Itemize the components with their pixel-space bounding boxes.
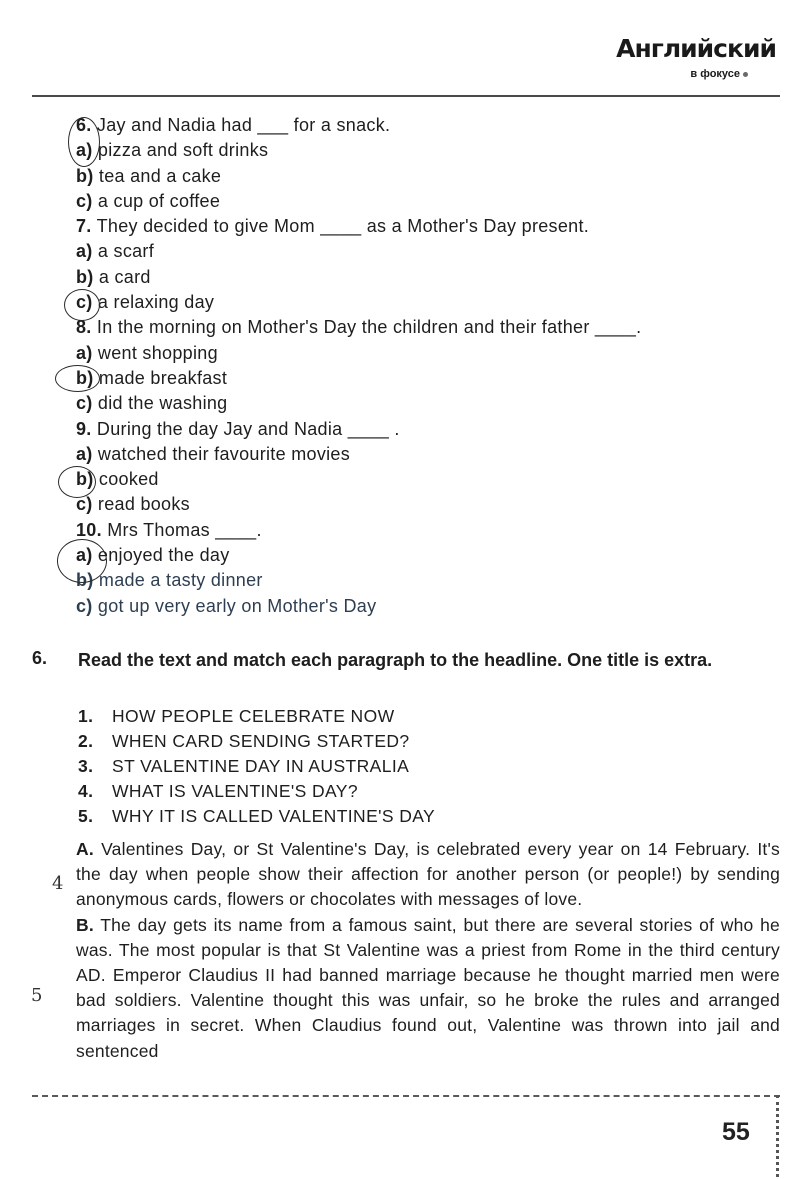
answer-circle-q10-a [57,539,107,583]
headline-item [78,729,435,754]
question-label: 6. [76,115,92,135]
headline-number: 1. [78,706,94,726]
paragraph-text: The day gets its name from a famous saint, but there are several stories of who he was. The most popular is that St Valentine was a priest from Rome in the third century AD. Emperor Claudius II had banned marriage because he thought married men were bad soldiers. Valentine thought this was unfair, so he broke the rules and arranged marriages in secret. When Claudius found out, Valentine was thrown into jail and sentenced [76,914,780,1061]
question-label: a) [76,241,93,262]
paragraph-text: Valentines Day, or St Valentine's Day, is celebrated every year on 14 February. It's the day when people show their affection for another person (or people!) by sending anonymous cards, flowers or chocolates with messages of love. [76,839,780,910]
header-divider [32,95,780,97]
answer-circle-q9-b [58,466,96,498]
question-text: made a tasty dinner [93,570,263,591]
headline-text: WHY IT IS CALLED VALENTINE'S DAY [112,806,436,826]
question-line [76,518,766,543]
question-text: did the washing [92,393,228,414]
headline-text: WHEN CARD SENDING STARTED? [112,731,410,751]
headline-list [78,704,435,829]
question-label: b) [76,165,94,186]
headline-text: HOW PEOPLE CELEBRATE NOW [112,706,395,726]
question-label: a) [76,545,93,566]
logo-title: Английский [616,34,776,63]
question-line [76,164,766,189]
exercise-6-number: 6. [32,648,48,668]
question-text: During the day Jay and Nadia ____ . [91,418,400,439]
question-label: c) [76,393,93,414]
question-line [76,442,766,467]
question-text: In the morning on Mother's Day the children and their father ____. [91,317,642,338]
question-line [76,543,766,568]
question-line [76,265,766,290]
question-line [76,214,766,239]
page-edge-dots [776,1095,779,1177]
question-text: got up very early on Mother's Day [92,595,377,616]
question-line [76,315,766,340]
question-label: b) [76,367,94,388]
question-text: a scarf [92,241,155,262]
page-number: 55 [722,1118,750,1146]
paragraph [76,837,780,913]
question-line [76,138,766,163]
question-label: 10. [76,519,102,540]
answer-circle-q7-c [64,289,100,321]
question-text: tea and a cake [93,165,222,186]
question-line [76,341,766,366]
question-label: 7. [76,216,92,237]
exercise-5-questions [76,113,766,619]
question-label: 9. [76,418,92,439]
question-text: Mrs Thomas ____. [101,519,262,540]
question-text: a relaxing day [92,292,215,313]
logo-subtitle: в фокусе [690,68,748,80]
question-label: c) [76,494,93,515]
question-text: went shopping [92,342,218,363]
question-text: enjoyed the day [92,545,230,566]
handwritten-answer-a: 4 [52,873,64,894]
headline-item [78,704,435,729]
question-line [76,417,766,442]
question-text: They decided to give Mom ____ as a Mother's Day present. [91,216,590,237]
answer-circle-q6-a [68,117,100,167]
textbook-logo [616,34,778,86]
question-label: c) [76,595,93,616]
question-label: b) [76,469,94,490]
headline-number: 4. [78,781,94,801]
headline-number: 5. [78,806,94,826]
question-text: made breakfast [93,367,228,388]
question-line [76,568,766,593]
question-line [76,467,766,492]
question-text: a cup of coffee [92,190,221,211]
question-line [76,492,766,517]
question-text: pizza and soft drinks [92,140,269,161]
question-line [76,113,766,138]
reading-text [76,837,780,1064]
paragraph-label: B. [76,914,94,935]
question-label: c) [76,292,93,313]
question-label: b) [76,266,94,287]
question-line [76,594,766,619]
headline-item [78,779,435,804]
question-text: cooked [93,469,159,490]
paragraph [76,913,780,1064]
headline-number: 2. [78,731,94,751]
question-line [76,366,766,391]
question-text: a card [93,266,151,287]
paragraph-label: A. [76,839,94,859]
question-label: a) [76,140,93,161]
logo-dot-icon [743,72,748,77]
question-text: read books [92,494,190,515]
question-label: a) [76,443,93,464]
headline-item [78,804,435,829]
question-line [76,239,766,264]
question-text: Jay and Nadia had ___ for a snack. [91,115,391,135]
question-label: 8. [76,317,92,338]
exercise-6-instruction: Read the text and match each paragraph to the headline. One title is extra. [78,650,713,670]
question-line [76,290,766,315]
question-label: a) [76,342,93,363]
footer-divider [32,1095,780,1097]
headline-text: WHAT IS VALENTINE'S DAY? [112,781,359,801]
headline-text: ST VALENTINE DAY IN AUSTRALIA [112,756,410,776]
headline-number: 3. [78,756,94,776]
answer-circle-q8-b [55,365,100,392]
question-line [76,189,766,214]
question-line [76,391,766,416]
question-text: watched their favourite movies [92,443,351,464]
handwritten-answer-b: 5 [31,985,43,1006]
question-label: b) [76,570,94,591]
question-label: c) [76,190,93,211]
headline-item [78,754,435,779]
